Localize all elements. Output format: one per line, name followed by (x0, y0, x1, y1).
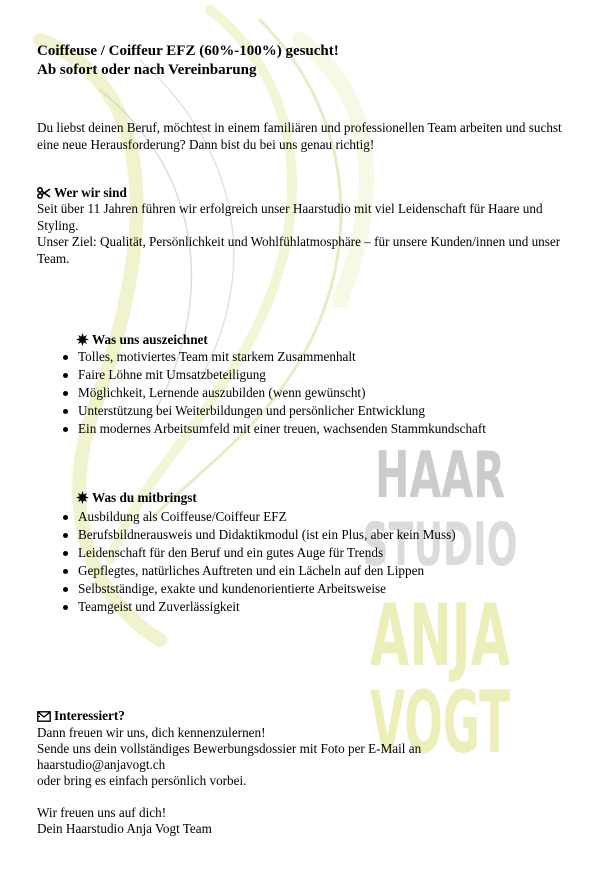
contact-line-2: Sende uns dein vollständiges Bewerbungsdossier mit Foto per E-Mail an (37, 741, 422, 756)
scissors-icon (37, 187, 51, 199)
watermark-text-studio: STUDIO (362, 510, 518, 580)
closing-signature: Dein Haarstudio Anja Vogt Team (37, 821, 212, 836)
intro-text: Du liebst deinen Beruf, möchtest in einem familiären und professionellen Team arbeiten und suchst eine neue Herausforderung? Dann bist du bei uns genau richtig! (37, 120, 562, 152)
list-item: Berufsbildnerausweis und Didaktikmodul (ist ein Plus, aber kein Muss) (64, 526, 456, 544)
watermark-text-anja: ANJA (370, 586, 511, 686)
starburst-icon (76, 491, 89, 504)
contact-email-link[interactable]: haarstudio@anjavogt.ch (37, 757, 166, 772)
watermark-text-haar: HAAR (375, 439, 505, 513)
watermark-text-vogt: VOGT (370, 673, 511, 773)
features-list (64, 348, 486, 438)
starburst-icon (76, 333, 89, 346)
contact-heading-label: Interessiert? (54, 708, 125, 723)
who-text-2: Unser Ziel: Qualität, Persönlichkeit und Wohlfühlatmosphäre – für unsere Kunden/innen und unser Team. (37, 234, 561, 266)
contact-line-1: Dann freuen wir uns, dich kennenzulernen! (37, 725, 266, 740)
features-heading (76, 332, 208, 349)
list-item: Möglichkeit, Lernende auszubilden (wenn gewünscht) (64, 384, 486, 402)
list-item: Unterstützung bei Weiterbildungen und persönlicher Entwicklung (64, 402, 486, 420)
who-heading-label: Wer wir sind (54, 185, 127, 200)
requirements-heading (76, 490, 197, 507)
who-heading (37, 185, 127, 202)
list-item: Leidenschaft für den Beruf und ein gutes Auge für Trends (64, 544, 456, 562)
job-subtitle: Ab sofort oder nach Vereinbarung (37, 62, 257, 78)
list-item: Selbstständige, exakte und kundenorientierte Arbeitsweise (64, 580, 456, 598)
list-item: Faire Löhne mit Umsatzbeteiligung (64, 366, 486, 384)
list-item: Tolles, motiviertes Team mit starkem Zusammenhalt (64, 348, 486, 366)
job-title: Coiffeuse / Coiffeur EFZ (60%-100%) gesucht! (37, 43, 339, 59)
contact-line-3: oder bring es einfach persönlich vorbei. (37, 773, 247, 788)
list-item: Gepflegtes, natürliches Auftreten und ein Lächeln auf den Lippen (64, 562, 456, 580)
requirements-list (64, 508, 456, 616)
list-item: Ausbildung als Coiffeuse/Coiffeur EFZ (64, 508, 456, 526)
features-heading-label: Was uns auszeichnet (92, 332, 208, 347)
requirements-heading-label: Was du mitbringst (92, 490, 197, 505)
closing-line-1: Wir freuen uns auf dich! (37, 805, 167, 820)
who-text-1: Seit über 11 Jahren führen wir erfolgreich unser Haarstudio mit viel Leidenschaft für Haare und Styling. (37, 201, 543, 233)
contact-heading (37, 708, 125, 725)
envelope-icon (37, 711, 51, 722)
list-item: Teamgeist und Zuverlässigkeit (64, 598, 456, 616)
list-item: Ein modernes Arbeitsumfeld mit einer treuen, wachsenden Stammkundschaft (64, 420, 486, 438)
